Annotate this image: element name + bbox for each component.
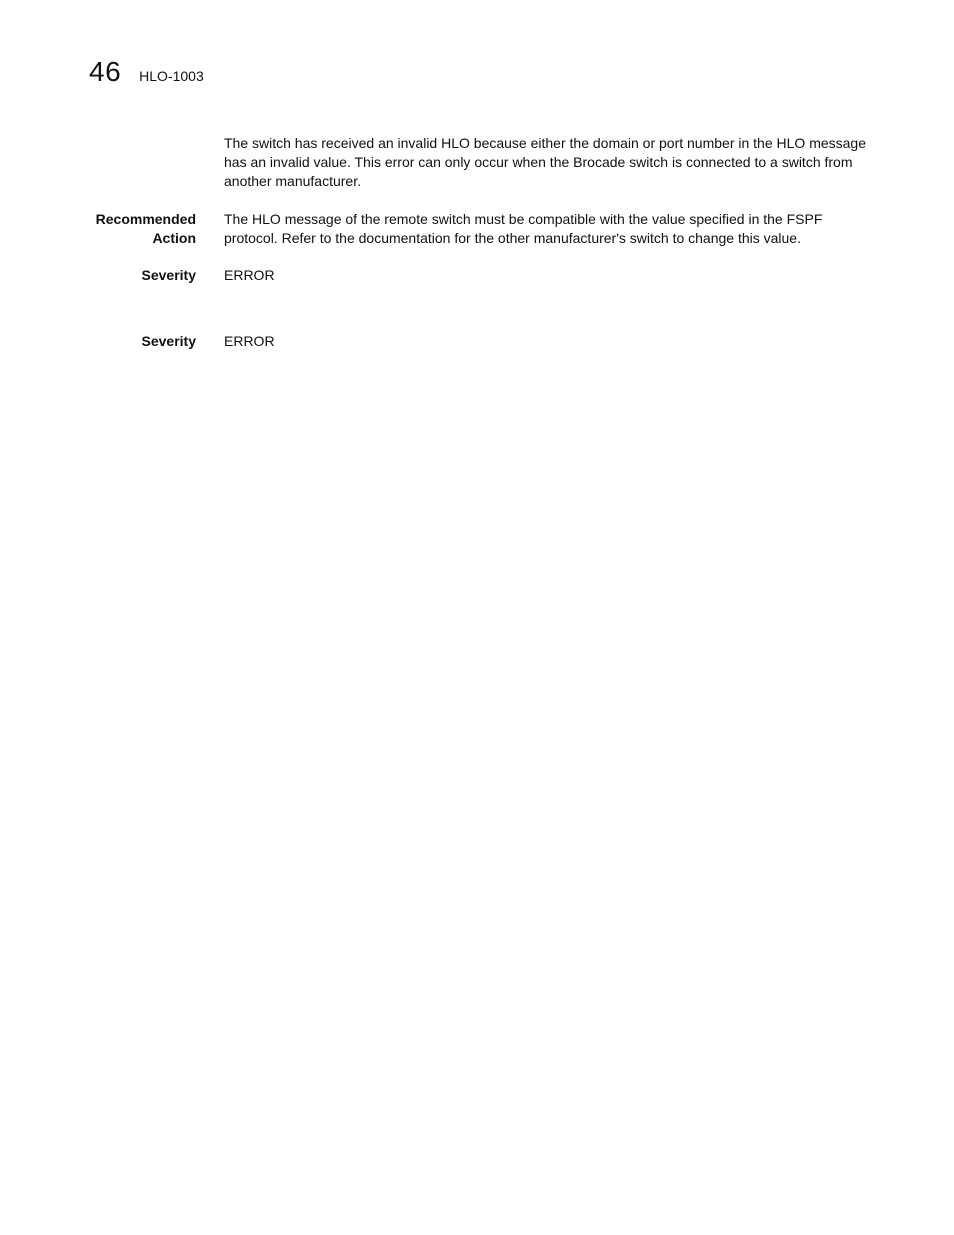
- recommended-action-text: The HLO message of the remote switch must be compatible with the value specified in the FSPF protocol. Refer to the documentation for the other manufacturer's switch to change this value.: [224, 211, 823, 246]
- message-description: The switch has received an invalid HLO because either the domain or port number in the HLO message has an invalid value. This error can only occur when the Brocade switch is connected to a switch from another manufacturer.: [224, 135, 867, 189]
- severity-label: Severity: [141, 267, 196, 283]
- chapter-number: 46: [89, 56, 122, 87]
- header-title: HLO-1003: [139, 68, 204, 84]
- severity-label-2: Severity: [141, 333, 196, 349]
- severity-value: ERROR: [224, 267, 275, 283]
- severity-value-2: ERROR: [224, 333, 275, 349]
- recommended-action-label-line2: Action: [152, 230, 196, 246]
- recommended-action-label: [56, 210, 196, 248]
- page-header: [89, 54, 204, 90]
- recommended-action-label-line1: Recommended: [95, 211, 196, 227]
